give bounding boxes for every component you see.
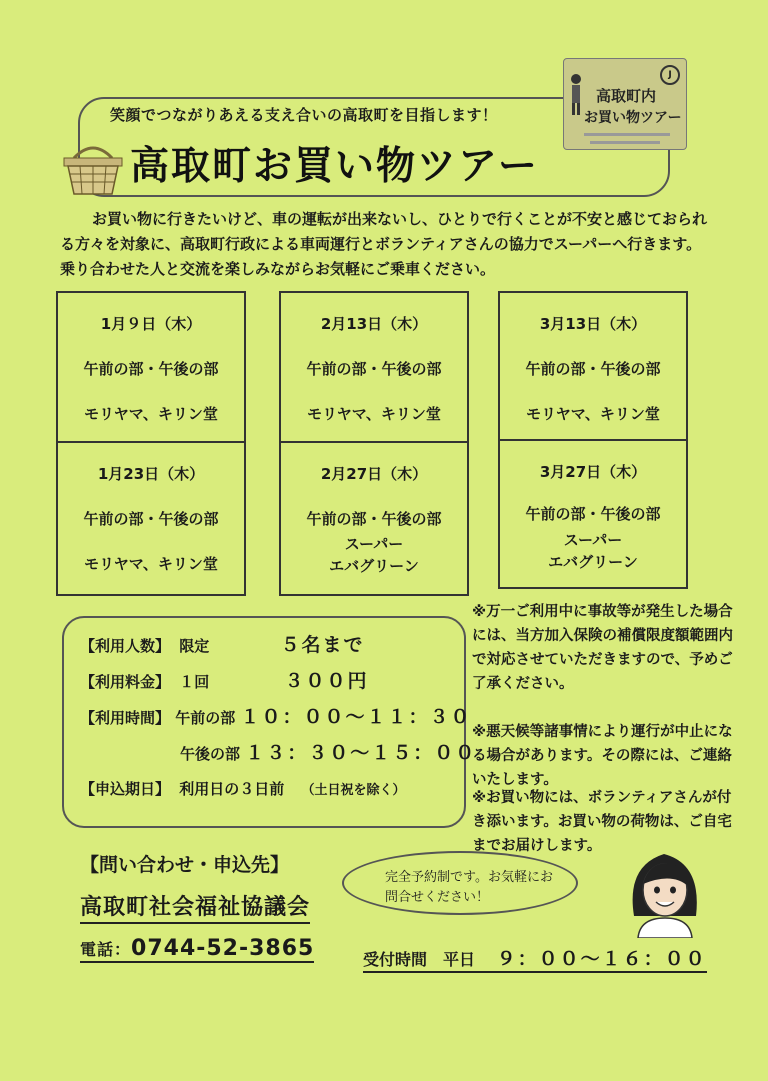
note-volunteer: ※お買い物には、ボランティアさんが付き添います。お買い物の荷物は、ご自宅までお届けします。 bbox=[472, 790, 732, 854]
logo-line1: 高取町内 bbox=[596, 87, 657, 105]
fee-label: 【利用料金】 bbox=[80, 673, 171, 691]
contact-heading: 【問い合わせ・申込先】 bbox=[80, 854, 290, 876]
logo-underline bbox=[584, 133, 670, 136]
staff-woman-icon bbox=[620, 846, 710, 938]
tour-logo bbox=[563, 58, 687, 150]
morning-label: 午前の部 bbox=[175, 709, 236, 727]
hours-time: ９：００～１６：００ bbox=[496, 948, 707, 970]
person-icon bbox=[568, 73, 584, 117]
deadline-value: 利用日の３日前 bbox=[179, 780, 285, 798]
schedule-place-line1: スーパー bbox=[563, 531, 623, 549]
schedule-session: 午前の部・午後の部 bbox=[306, 510, 442, 528]
deadline-label: 【申込期日】 bbox=[80, 780, 171, 798]
schedule-date: 2月27日（木） bbox=[320, 465, 428, 483]
schedule-session: 午前の部・午後の部 bbox=[525, 360, 661, 378]
schedule-cell bbox=[279, 291, 469, 443]
capacity-label: 【利用人数】 bbox=[80, 637, 171, 655]
logo-mark-icon: J bbox=[660, 65, 680, 85]
schedule-place: モリヤマ、キリン堂 bbox=[84, 405, 218, 423]
schedule-place-line2: エバグリーン bbox=[329, 557, 419, 575]
schedule-session: 午前の部・午後の部 bbox=[83, 510, 219, 528]
hours-label: 受付時間 平日 bbox=[363, 950, 476, 969]
schedule-date: 2月13日（木） bbox=[320, 315, 428, 333]
schedule-place-line2: エバグリーン bbox=[548, 553, 638, 571]
note-weather: ※悪天候等諸事情により運行が中止になる場合があります。その際には、ご連絡いたします。 bbox=[472, 724, 733, 788]
phone-value: 0744-52-3865 bbox=[131, 936, 315, 961]
afternoon-time-row bbox=[180, 738, 476, 765]
schedule-place: モリヤマ、キリン堂 bbox=[526, 405, 660, 423]
schedule-place-line1: スーパー bbox=[344, 535, 404, 553]
schedule-cell bbox=[498, 439, 688, 589]
capacity-row bbox=[80, 630, 365, 657]
capacity-value: ５名まで bbox=[280, 634, 365, 656]
fee-unit: １回 bbox=[179, 673, 210, 691]
phone-number bbox=[80, 936, 314, 963]
time-label: 【利用時間】 bbox=[80, 709, 171, 727]
reception-hours bbox=[363, 944, 707, 973]
shopping-basket-icon bbox=[60, 140, 126, 198]
logo-line2: お買い物ツアー bbox=[584, 110, 682, 126]
capacity-prefix: 限定 bbox=[179, 637, 210, 655]
fee-value: ３００円 bbox=[284, 670, 369, 692]
schedule-cell bbox=[279, 441, 469, 596]
deadline-row bbox=[80, 778, 406, 799]
schedule-date: 3月27日（木） bbox=[539, 463, 647, 481]
schedule-date: 1月23日（木） bbox=[97, 465, 205, 483]
morning-time-row bbox=[80, 702, 472, 729]
phone-label: 電話： bbox=[80, 940, 132, 959]
page-title: 高取町お買い物ツアー bbox=[130, 144, 539, 189]
morning-time: １０：００～１１：３０ bbox=[240, 706, 472, 728]
slogan: 笑顔でつながりあえる支え合いの高取町を目指します！ bbox=[110, 106, 498, 124]
afternoon-label: 午後の部 bbox=[180, 745, 241, 763]
schedule-place: モリヤマ、キリン堂 bbox=[84, 555, 218, 573]
intro-paragraph: お買い物に行きたいけど、車の運転が出来ないし、ひとりで行くことが不安と感じておられる方々を対象に、高取町行政による車両運行とボランティアさんの協力でスーパーへ行きます。乗り合わせた人と交流を楽しみながらお気軽にご乗車ください。 bbox=[60, 210, 708, 278]
deadline-note: （土日祝を除く） bbox=[301, 783, 406, 798]
schedule-date: 3月13日（木） bbox=[539, 315, 647, 333]
schedule-session: 午前の部・午後の部 bbox=[525, 505, 661, 523]
logo-underline bbox=[590, 141, 660, 144]
schedule-session: 午前の部・午後の部 bbox=[83, 360, 219, 378]
schedule-cell bbox=[498, 291, 688, 441]
bubble-text: 完全予約制です。お気軽にお問合せください！ bbox=[385, 870, 553, 905]
schedule-date: 1月９日（木） bbox=[100, 315, 202, 333]
note-insurance: ※万一ご利用中に事故等が発生した場合には、当方加入保険の補償限度額範囲内で対応させていただきますので、予めご了承ください。 bbox=[472, 604, 733, 692]
schedule-session: 午前の部・午後の部 bbox=[306, 360, 442, 378]
organization-name: 高取町社会福祉協議会 bbox=[80, 890, 310, 924]
afternoon-time: １３：３０～１５：００ bbox=[245, 742, 477, 764]
schedule-cell bbox=[56, 291, 246, 443]
fee-row bbox=[80, 666, 369, 693]
schedule-place bbox=[500, 529, 686, 573]
schedule-cell bbox=[56, 441, 246, 596]
schedule-place bbox=[281, 533, 467, 577]
schedule-place: モリヤマ、キリン堂 bbox=[307, 405, 441, 423]
